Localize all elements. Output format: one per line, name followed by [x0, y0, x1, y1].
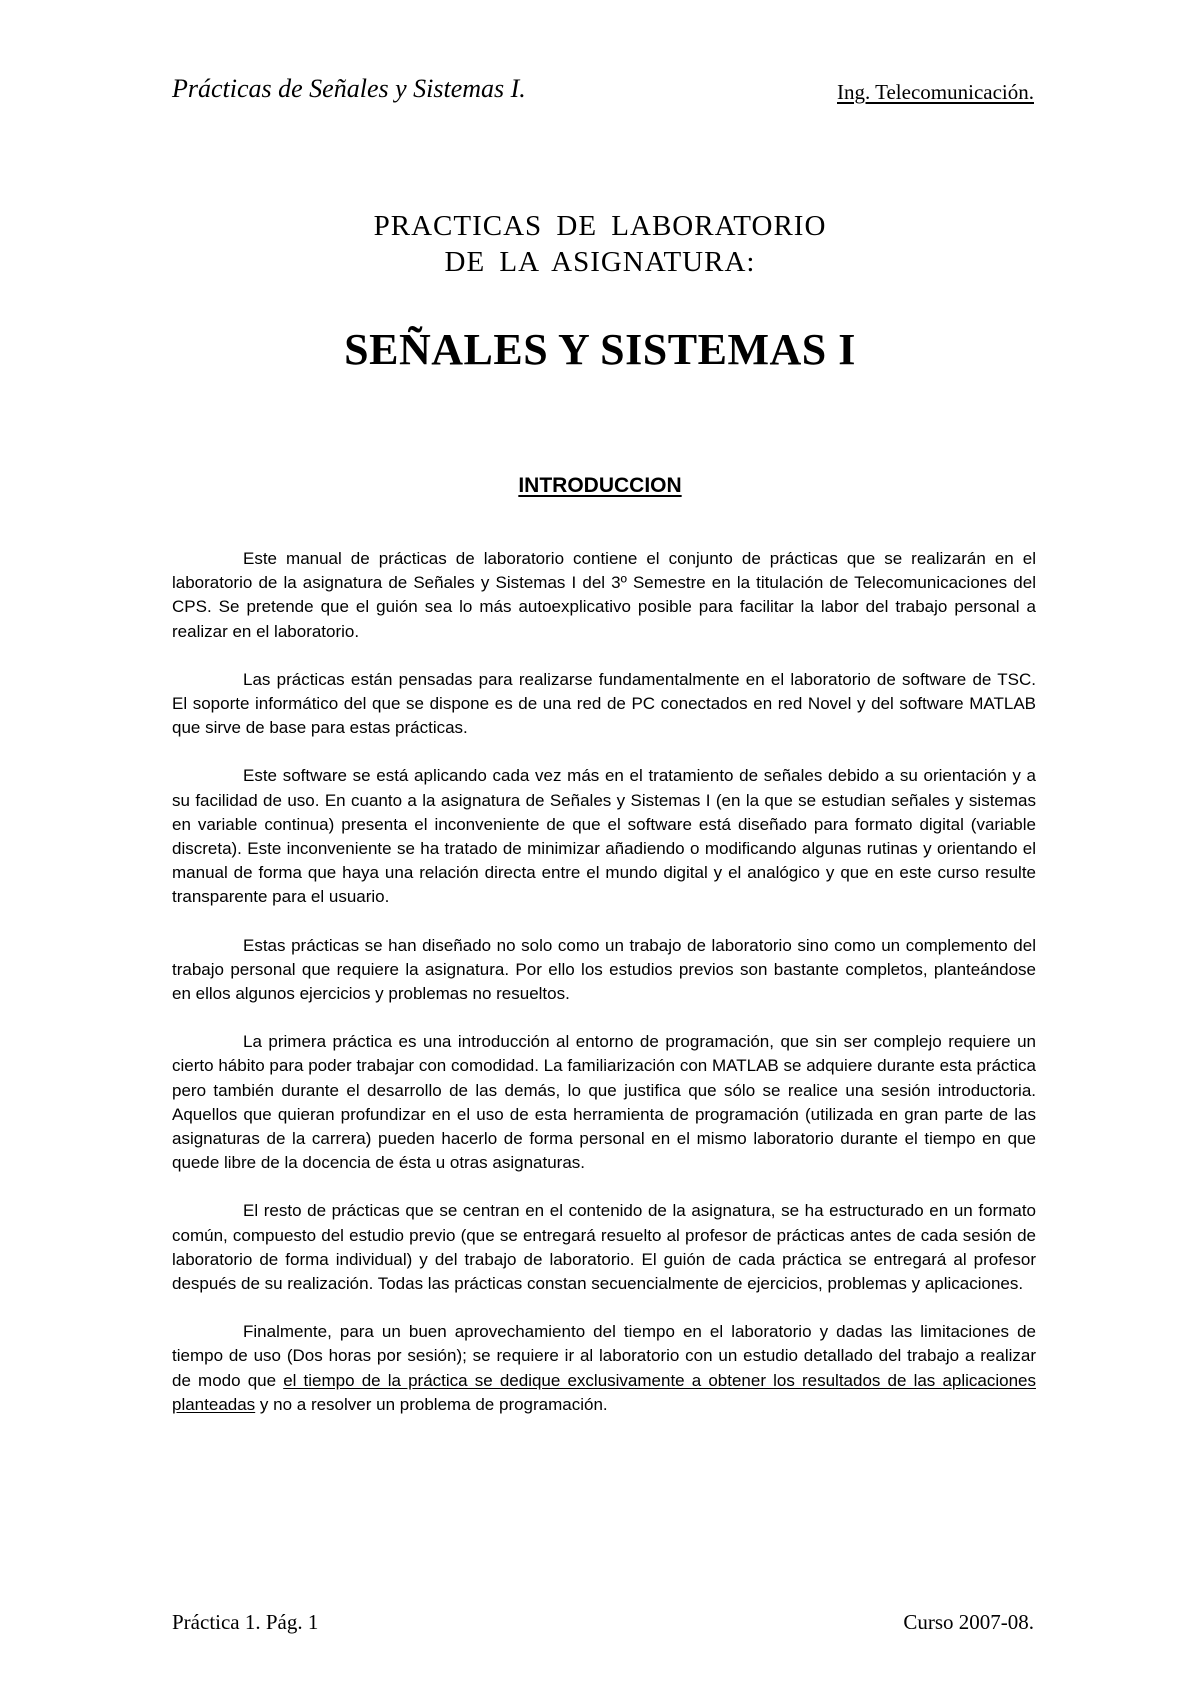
paragraph: Las prácticas están pensadas para realizarse fundamentalmente en el laboratorio de software de TSC. El soporte informático del que se dispone es de una red de PC conectados en red Novel y del software MATLAB que sirve de base para estas prácticas.	[172, 669, 1036, 738]
title-line-1: PRACTICAS DE LABORATORIO	[373, 210, 827, 242]
main-title: SEÑALES Y SISTEMAS I	[344, 325, 856, 374]
underlined-emphasis: el tiempo de la práctica se dedique exclusivamente a obtener los resultados de las aplicaciones planteadas	[172, 1370, 1036, 1414]
paragraph: Este manual de prácticas de laboratorio contiene el conjunto de prácticas que se realizarán en el laboratorio de la asignatura de Señales y Sistemas I del 3º Semestre en la titulación de Telecomunicaciones del CPS. Se pretende que el guión sea lo más autoexplicativo posible para facilitar la labor del trabajo personal a realizar en el laboratorio.	[172, 549, 1036, 641]
paragraph: Este software se está aplicando cada vez más en el tratamiento de señales debido a su orientación y a su facilidad de uso. En cuanto a la asignatura de Señales y Sistemas I (en la que se estudian señales y sistemas en variable continua) presenta el inconveniente de que el software está diseñado para formato digital (variable discreta). Este inconveniente se ha tratado de minimizar añadiendo o modificando algunas rutinas y orientando el manual de forma que haya una relación directa entre el mundo digital y el analógico y que en este curso resulte transparente para el usuario.	[172, 766, 1036, 907]
paragraph: Estas prácticas se han diseñado no solo como un trabajo de laboratorio sino como un complemento del trabajo personal que requiere la asignatura. Por ello los estudios previos son bastante completos, planteándose en ellos algunos ejercicios y problemas no resueltos.	[172, 935, 1036, 1004]
paragraph: El resto de prácticas que se centran en el contenido de la asignatura, se ha estructurado en un formato común, compuesto del estudio previo (que se entregará resuelto al profesor de prácticas antes de cada sesión de laboratorio de forma individual) y del trabajo de laboratorio. El guión de cada práctica se entregará al profesor después de su realización. Todas las prácticas constan secuencialmente de ejercicios, problemas y aplicaciones.	[172, 1201, 1036, 1294]
header-course-title: Prácticas de Señales y Sistemas I.	[172, 74, 526, 103]
footer-course-year: Curso 2007-08.	[903, 1610, 1034, 1634]
section-heading: INTRODUCCION	[518, 474, 682, 497]
footer-page-number: Práctica 1. Pág. 1	[172, 1610, 319, 1634]
body-text	[172, 547, 1036, 1441]
paragraph: La primera práctica es una introducción al entorno de programación, que sin ser complejo requiere un cierto hábito para poder trabajar con comodidad. La familiarización con MATLAB se adquiere durante esta práctica pero también durante el desarrollo de las demás, lo que justifica que sólo se realice una sesión introductoria. Aquellos que quieran profundizar en el uso de esta herramienta de programación (utilizada en gran parte de las asignaturas de la carrera) pueden hacerlo de forma personal en el mismo laboratorio durante el tiempo en que quede libre de la docencia de ésta u otras asignaturas.	[172, 1032, 1036, 1173]
last-paragraph-start: Finalmente, para un buen aprovechamiento del tiempo en el laboratorio y dadas las limitaciones de tiempo de uso (Dos horas por sesión); se requiere ir al laboratorio con un estudio detallado del trabajo a realizar de modo que	[172, 1322, 1036, 1390]
last-paragraph-end: y no a resolver un problema de programación.	[255, 1394, 608, 1414]
header-degree: Ing. Telecomunicación.	[837, 80, 1034, 104]
last-paragraph	[172, 1320, 1036, 1417]
title-line-2: DE LA ASIGNATURA:	[444, 246, 756, 278]
title-block	[0, 208, 1200, 375]
